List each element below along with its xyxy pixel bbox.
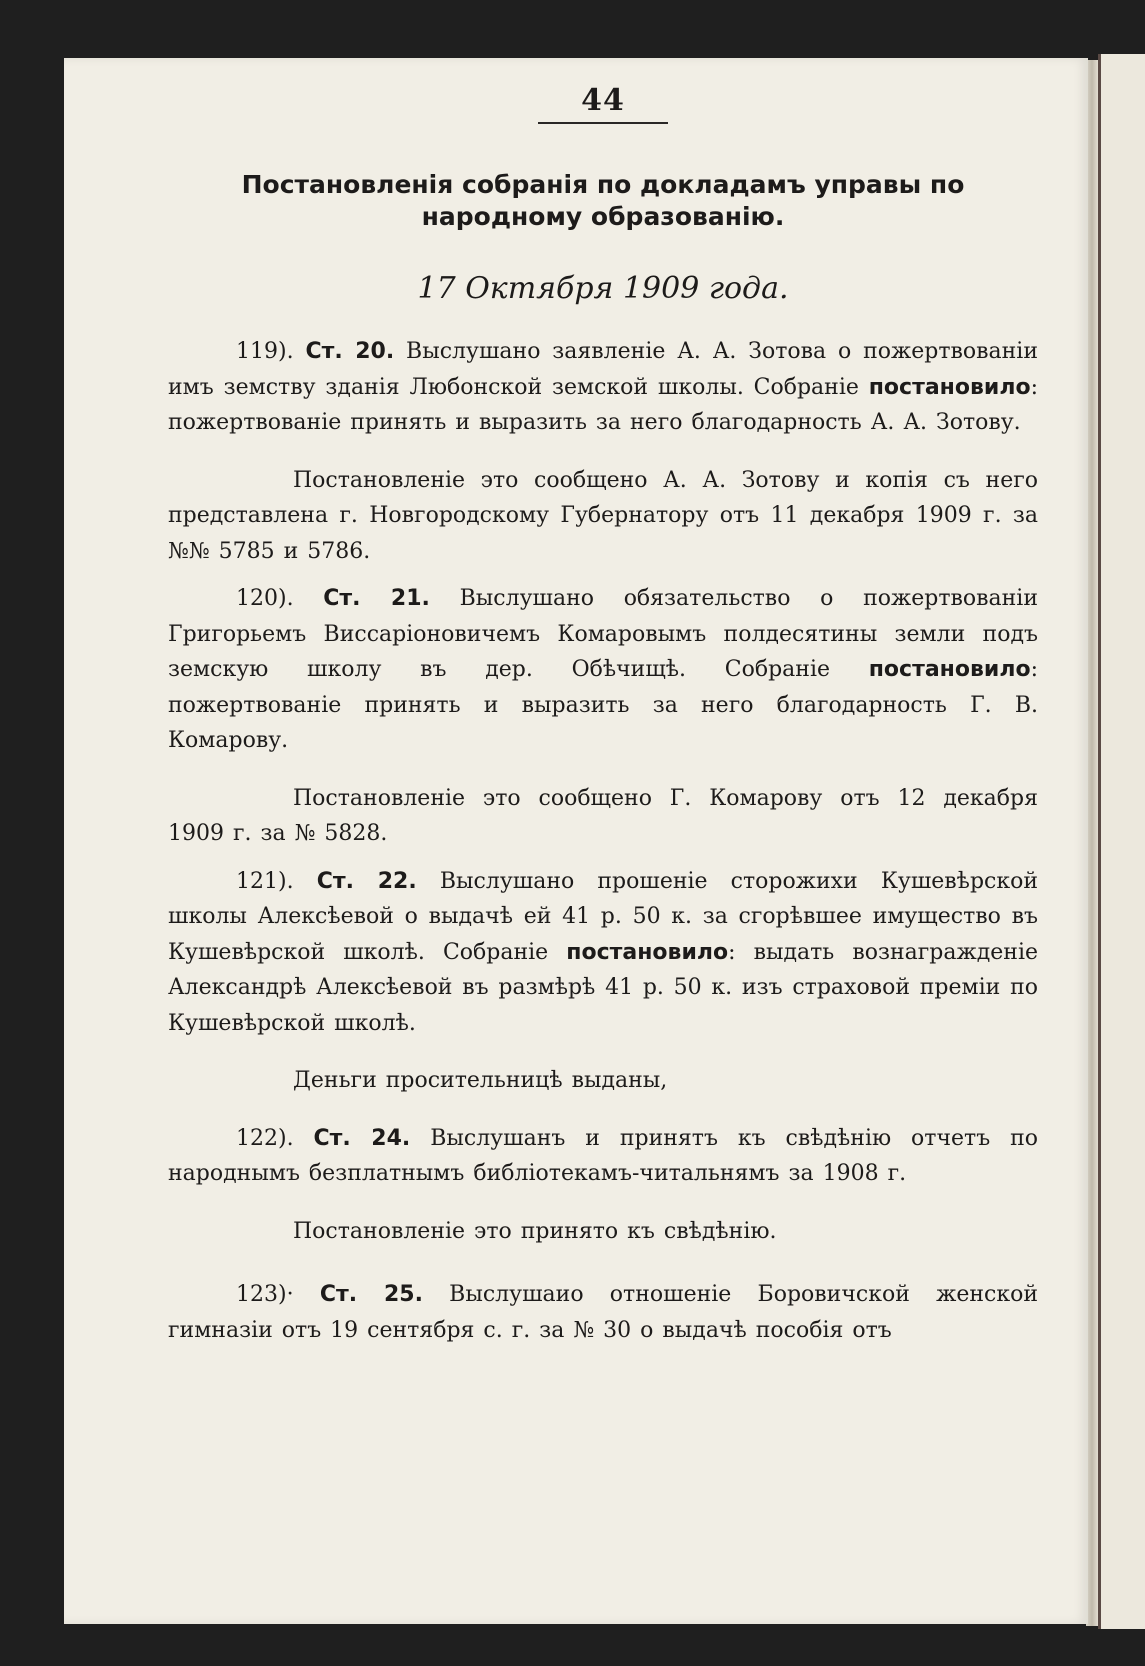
resolution-120 bbox=[168, 581, 1038, 759]
article-number: Ст. 25. bbox=[319, 1282, 423, 1307]
resolution-keyword: постановило bbox=[868, 657, 1031, 682]
resolution-text-cont: : выдать вознагражденіе Александрѣ Алексѣевой въ размѣрѣ 41 р. 50 к. изъ страховой преміи по Кушевѣрской школѣ. bbox=[168, 939, 1039, 1036]
resolution-number: 121). bbox=[236, 868, 294, 894]
resolution-keyword: постановило bbox=[566, 939, 729, 965]
resolution-note-122: Постановленіе это принято къ свѣдѣнію. bbox=[293, 1218, 777, 1244]
resolution-note-121: Деньги просительницѣ выданы, bbox=[293, 1068, 668, 1093]
resolution-text: Выслушанъ и принятъ къ свѣдѣнію отчетъ по народнымъ безплатнымъ библіотекамъ-читальнямъ за 1908 г. bbox=[168, 1125, 1039, 1186]
article-number: Ст. 20. bbox=[305, 339, 395, 364]
article-number: Ст. 24. bbox=[313, 1125, 411, 1151]
page-number: 44 bbox=[581, 83, 625, 118]
resolution-text: Выслушано обязательство о пожертвованіи Григорьемъ Виссаріоновичемъ Комаровымъ полдесятины земли подъ земскую школу въ дер. Обѣчищѣ. Собраніе bbox=[168, 586, 1039, 682]
resolution-text-cont: : пожертвованіе принять и выразить за него благодарность Г. В. Комарову. bbox=[168, 657, 1038, 753]
resolution-number: 119). bbox=[236, 339, 294, 364]
resolution-note-119: Постановленіе это сообщено А. А. Зотову и копія съ него представлена г. Новгородскому Губернатору отъ 11 декабря 1909 г. за №№ 5785 и 5786. bbox=[168, 467, 1038, 564]
session-date: 17 Октября 1909 года. bbox=[417, 271, 789, 306]
resolution-text: Выслушано прошеніе сторожихи Кушевѣрской школы Алексѣевой о выдачѣ ей 41 р. 50 к. за сгорѣвшее имущество въ Кушевѣрской школѣ. Собраніе bbox=[168, 868, 1039, 965]
resolution-text-cont: : пожертвованіе принять и выразить за него благодарность А. А. Зотову. bbox=[168, 374, 1038, 435]
resolution-119 bbox=[168, 334, 1038, 441]
resolution-text: Выслушаио отношеніе Боровичской женской гимназіи отъ 19 сентября с. г. за № 30 о выдачѣ пособія отъ bbox=[168, 1282, 1038, 1343]
next-page-edge bbox=[1098, 54, 1145, 1629]
book-page bbox=[64, 58, 1088, 1624]
resolution-123 bbox=[168, 1277, 1038, 1348]
resolution-note-120: Постановленіе это сообщено Г. Комарову отъ 12 декабря 1909 г. за № 5828. bbox=[168, 785, 1038, 846]
article-number: Ст. 21. bbox=[323, 586, 430, 611]
resolution-number: 120). bbox=[236, 586, 294, 611]
article-number: Ст. 22. bbox=[316, 868, 417, 894]
resolution-number: 122). bbox=[236, 1125, 294, 1151]
resolution-122 bbox=[168, 1121, 1038, 1192]
resolution-keyword: постановило bbox=[868, 374, 1031, 400]
page-content bbox=[168, 83, 1038, 1348]
section-heading: Постановленія собранія по докладамъ управы по народному образованію. bbox=[241, 170, 965, 231]
resolution-text: Выслушано заявленіе А. А. Зотова о пожертвованіи имъ земству зданія Любонской земской школы. Собраніе bbox=[168, 339, 1038, 400]
resolution-number: 123)· bbox=[236, 1282, 294, 1307]
page-number-rule bbox=[538, 122, 668, 124]
resolution-121 bbox=[168, 864, 1038, 1042]
